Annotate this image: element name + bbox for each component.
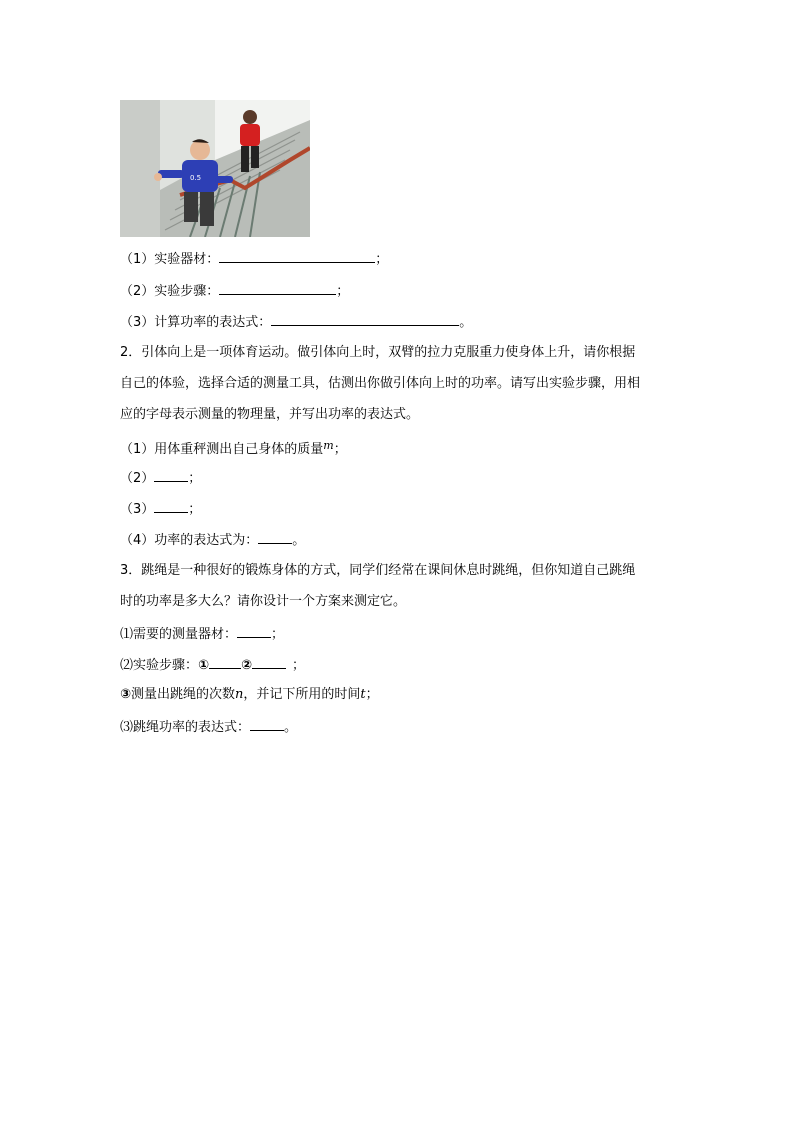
q3-circled-1: ①: [198, 658, 210, 673]
q1-item-1-suffix: ；: [375, 252, 389, 267]
q2-step-3-blank[interactable]: [154, 499, 188, 513]
q1-item-3: [120, 312, 472, 332]
q3-item-4: [120, 717, 297, 737]
q1-item-3-label: （3）计算功率的表达式：: [120, 315, 272, 330]
q3-item-3: [120, 686, 379, 704]
q1-item-3-suffix: 。: [459, 315, 473, 330]
q1-item-2-label: （2）实验步骤：: [120, 284, 220, 299]
q3-item-3-suffix: ；: [365, 687, 379, 702]
q2-step-1-var: m: [323, 439, 334, 452]
q2-step-3-label: （3）: [120, 502, 155, 517]
photo-illustration: [120, 100, 310, 237]
q3-var-t: t: [360, 687, 366, 702]
q2-step-4-blank[interactable]: [258, 530, 292, 544]
q2-step-4: [120, 530, 305, 550]
q3-item-2-label: ⑵实验步骤：: [120, 658, 199, 673]
q2-step-3: [120, 499, 201, 519]
q2-stem-line-2: 自己的体验，选择合适的测量工具，估测出你做引体向上时的功率。请写出实验步骤，用相: [120, 376, 641, 391]
q2-stem-line-3: 应的字母表示测量的物理量，并写出功率的表达式。: [120, 407, 420, 422]
jersey-text: 0.5: [190, 174, 202, 182]
q3-item-1-suffix: ；: [271, 627, 285, 642]
q1-item-3-blank[interactable]: [271, 312, 459, 326]
q3-stem-line-2: 时的功率是多大么？请你设计一个方案来测定它。: [120, 594, 407, 609]
q3-step-1-blank[interactable]: [209, 655, 241, 669]
q3-item-3-text-b: ，并记下所用的时间: [243, 687, 361, 702]
q1-item-2: [120, 281, 349, 301]
q3-item-2: [120, 655, 305, 675]
q2-step-1-suffix: ；: [333, 442, 347, 457]
q3-circled-2: ②: [241, 658, 253, 673]
q3-var-n: n: [235, 687, 244, 702]
q3-item-2-suffix: ；: [292, 658, 306, 673]
q1-item-1-blank[interactable]: [219, 249, 375, 263]
q1-item-1: [120, 249, 388, 269]
q3-item-4-blank[interactable]: [250, 717, 284, 731]
q3-stem-line-1: 3．跳绳是一种很好的锻炼身体的方式，同学们经常在课间休息时跳绳，但你知道自己跳绳: [120, 563, 636, 578]
q3-item-4-label: ⑶跳绳功率的表达式：: [120, 720, 251, 735]
stair-climbing-photo: [120, 100, 310, 237]
q2-stem-line-1: 2．引体向上是一项体育运动。做引体向上时，双臂的拉力克服重力使身体上升，请你根据: [120, 345, 636, 360]
q2-step-2-blank[interactable]: [154, 468, 188, 482]
q3-item-3-text-a: 测量出跳绳的次数: [131, 687, 236, 702]
q2-step-3-suffix: ；: [188, 502, 202, 517]
q2-step-2-suffix: ；: [188, 471, 202, 486]
q3-item-1: [120, 624, 284, 644]
q3-step-2-blank[interactable]: [252, 655, 286, 669]
q1-item-2-blank[interactable]: [219, 281, 336, 295]
q2-step-1: [120, 437, 347, 459]
q1-item-2-suffix: ；: [336, 284, 350, 299]
q2-step-2-label: （2）: [120, 471, 155, 486]
q2-step-1-label: （1）用体重秤测出自己身体的质量: [120, 442, 324, 457]
q3-circled-3: ③: [120, 687, 132, 702]
q3-item-4-suffix: 。: [284, 720, 298, 735]
q3-item-1-label: ⑴需要的测量器材：: [120, 627, 238, 642]
q2-step-4-label: （4）功率的表达式为：: [120, 533, 259, 548]
q2-step-4-suffix: 。: [292, 533, 306, 548]
q1-item-1-label: （1）实验器材：: [120, 252, 220, 267]
q3-item-1-blank[interactable]: [237, 624, 271, 638]
q2-step-2: [120, 468, 201, 488]
